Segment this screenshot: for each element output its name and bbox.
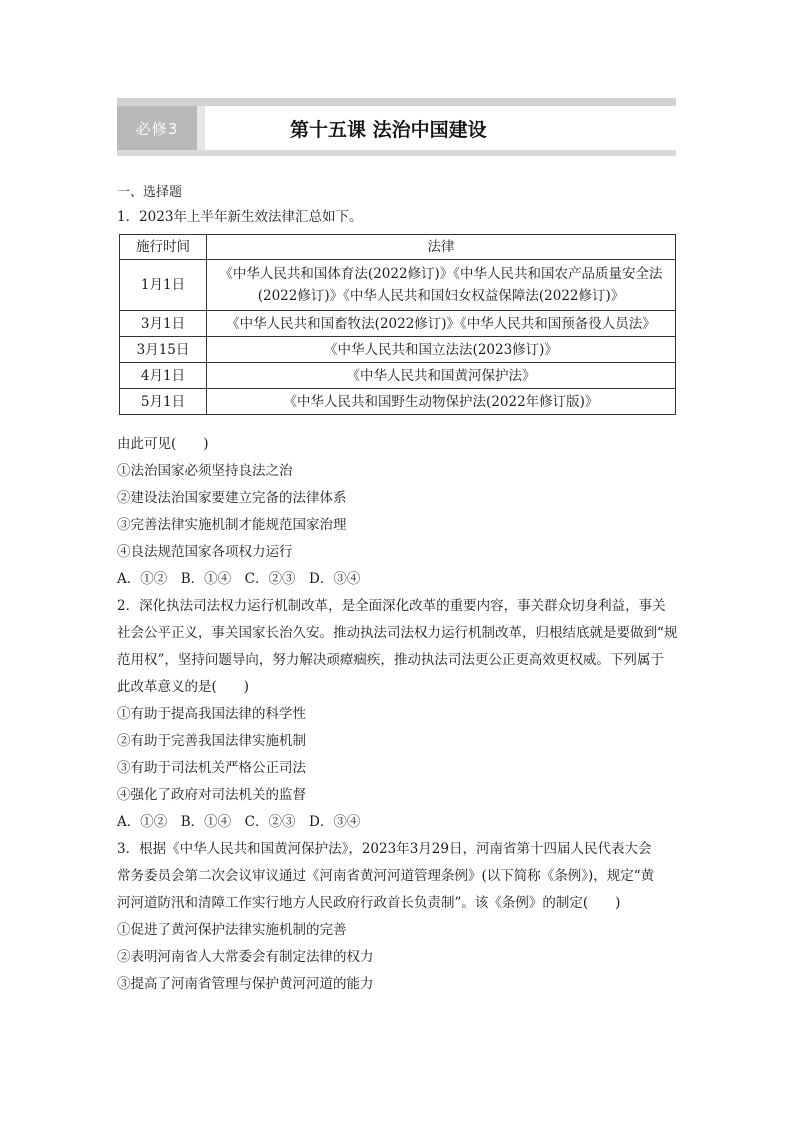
q2-stem-line: 范用权”，坚持问题导向，努力解决顽瘴痼疾，推动执法司法更公正更高效更权威。下列属于 bbox=[117, 652, 664, 668]
table-row bbox=[120, 389, 676, 415]
q3-option: ②表明河南省人大常委会有制定法律的权力 bbox=[117, 949, 374, 965]
header-strip-bottom bbox=[117, 150, 676, 156]
law-table bbox=[119, 234, 676, 415]
table-cell-laws-line: (2022修订)》《中华人民共和国妇女权益保障法(2022修订)》 bbox=[257, 288, 625, 304]
q3-stem-line: 3．根据《中华人民共和国黄河保护法》，2023年3月29日，河南省第十四届人民代表大会 bbox=[117, 841, 652, 857]
q2-option: ②有助于完善我国法律实施机制 bbox=[117, 733, 306, 749]
table-cell-laws: 《中华人民共和国立法法(2023修订)》 bbox=[207, 337, 676, 363]
table-row bbox=[120, 363, 676, 389]
header-strip-top bbox=[117, 98, 676, 106]
table-cell-date: 5月1日 bbox=[120, 389, 207, 415]
q2-stem-line: 2．深化执法司法权力运行机制改革，是全面深化改革的重要内容，事关群众切身利益，事关 bbox=[117, 598, 666, 614]
q2-stem-line: 社会公平正义，事关国家长治久安。推动执法司法权力运行机制改革，归根结底就是要做到“规 bbox=[117, 625, 678, 641]
q3-stem-line: 河河道防汛和清障工作实行地方人民政府行政首长负责制”。该《条例》的制定( ) bbox=[117, 895, 621, 911]
module-tag: 必修3 bbox=[117, 106, 197, 150]
q1-option: ②建设法治国家要建立完备的法律体系 bbox=[117, 490, 347, 506]
table-header-law: 法律 bbox=[207, 235, 676, 260]
table-cell-date: 3月15日 bbox=[120, 337, 207, 363]
table-row bbox=[120, 311, 676, 337]
q3-stem-line: 常务委员会第二次会议审议通过《河南省黄河河道管理条例》(以下简称《条例》)，规定“黄 bbox=[117, 868, 655, 884]
table-cell-date: 1月1日 bbox=[120, 260, 207, 311]
q1-stem: 1．2023年上半年新生效法律汇总如下。 bbox=[117, 209, 363, 225]
table-cell-laws: 《中华人民共和国黄河保护法》 bbox=[207, 363, 676, 389]
q2-option: ①有助于提高我国法律的科学性 bbox=[117, 706, 306, 722]
q1-answer-choices: A．①② B．①④ C．②③ D．③④ bbox=[117, 571, 361, 587]
question-content bbox=[117, 182, 677, 998]
q1-option: ①法治国家必须坚持良法之治 bbox=[117, 463, 293, 479]
q2-option: ④强化了政府对司法机关的监督 bbox=[117, 787, 306, 803]
q1-prompt: 由此可见( ) bbox=[117, 436, 209, 452]
table-header-row bbox=[120, 235, 676, 260]
table-cell-laws: 《中华人民共和国畜牧法(2022修订)》《中华人民共和国预备役人员法》 bbox=[207, 311, 676, 337]
table-header-date: 施行时间 bbox=[120, 235, 207, 260]
table-cell-laws-line: 《中华人民共和国体育法(2022修订)》《中华人民共和国农产品质量安全法 bbox=[219, 266, 663, 282]
section-heading: 一、选择题 bbox=[117, 185, 183, 200]
q2-option: ③有助于司法机关严格公正司法 bbox=[117, 760, 306, 776]
table-cell-date: 3月1日 bbox=[120, 311, 207, 337]
q2-stem-line: 此改革意义的是( ) bbox=[117, 679, 250, 695]
table-cell-laws: 《中华人民共和国野生动物保护法(2022年修订版)》 bbox=[207, 389, 676, 415]
q1-option: ③完善法律实施机制才能规范国家治理 bbox=[117, 517, 347, 533]
q2-answer-choices: A．①② B．①④ C．②③ D．③④ bbox=[117, 814, 361, 830]
q3-option: ①促进了黄河保护法律实施机制的完善 bbox=[117, 922, 347, 938]
q1-option: ④良法规范国家各项权力运行 bbox=[117, 544, 293, 560]
table-row bbox=[120, 337, 676, 363]
table-cell-laws bbox=[207, 260, 676, 311]
table-row bbox=[120, 260, 676, 311]
table-cell-date: 4月1日 bbox=[120, 363, 207, 389]
lesson-title: 第十五课 法治中国建设 bbox=[290, 118, 487, 141]
q3-option: ③提高了河南省管理与保护黄河河道的能力 bbox=[117, 976, 374, 992]
